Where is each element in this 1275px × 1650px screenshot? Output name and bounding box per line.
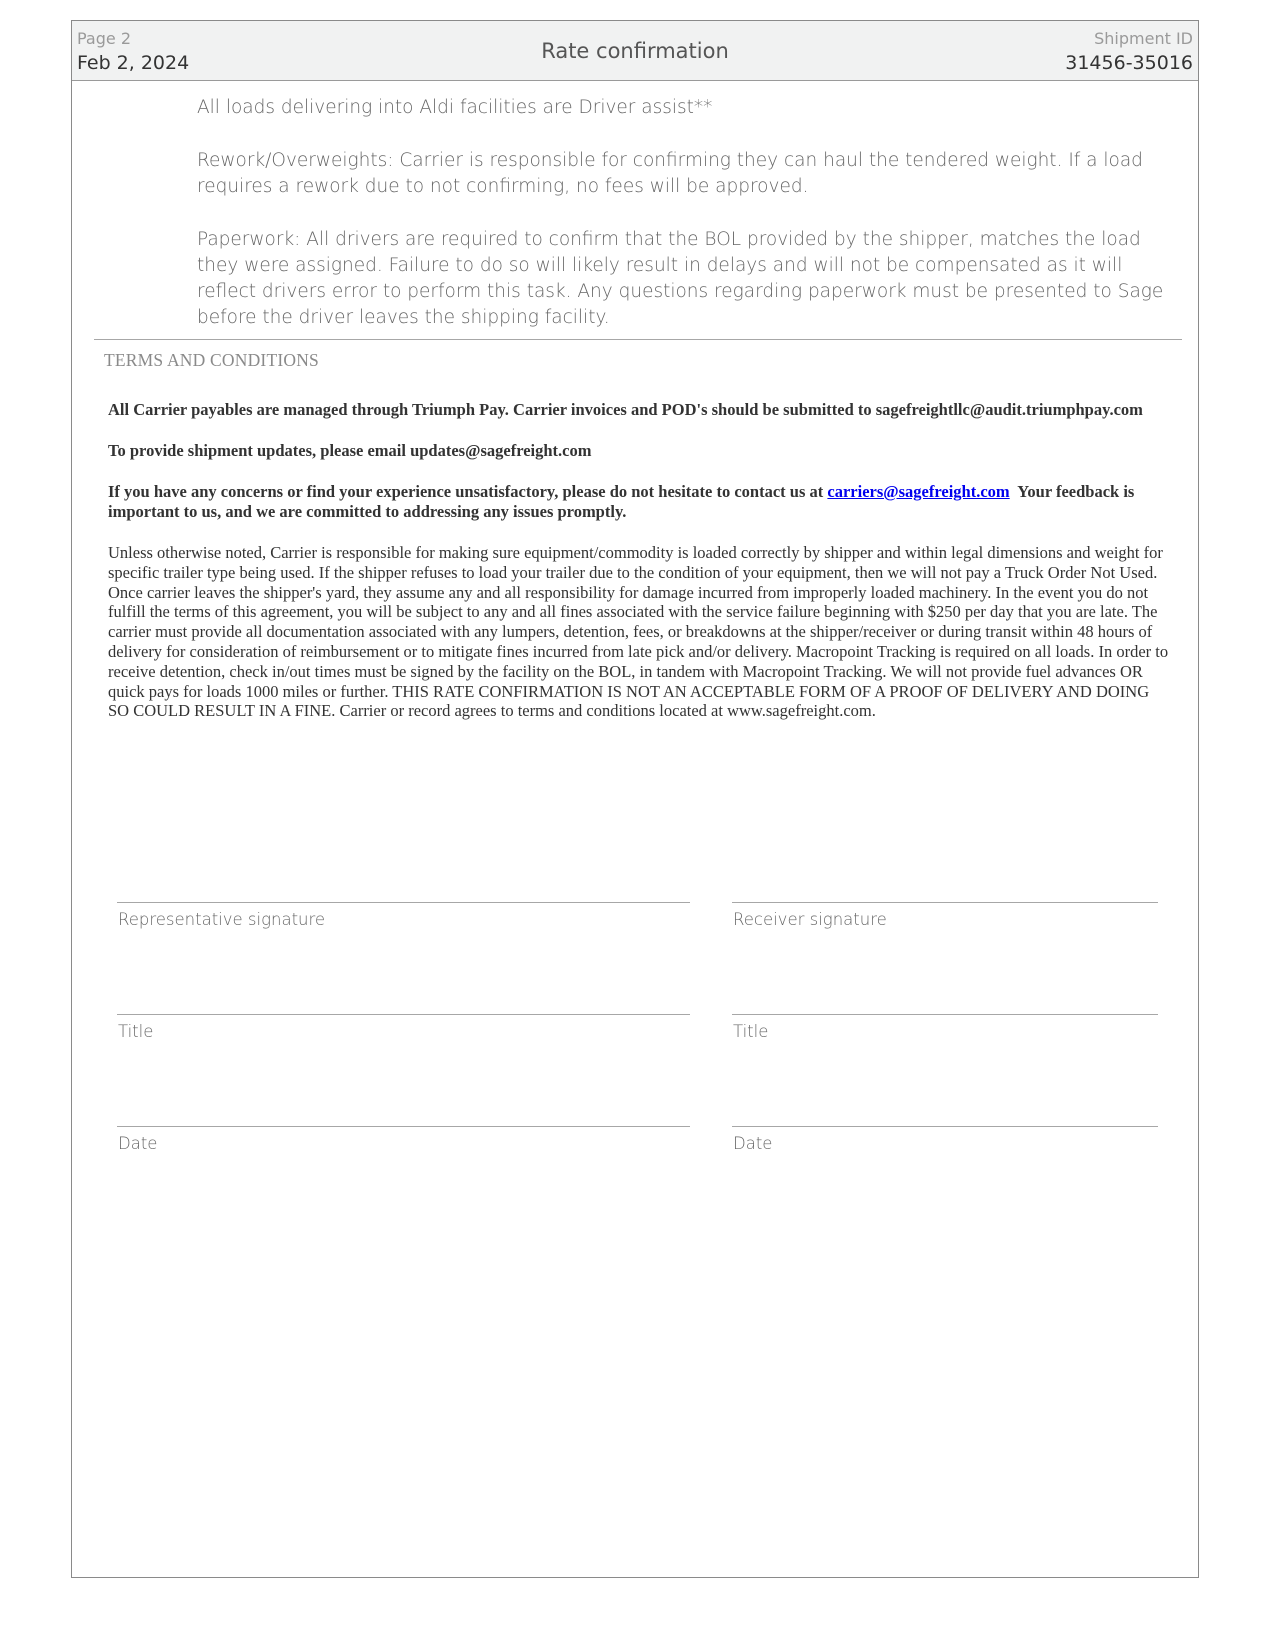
document-title: Rate confirmation xyxy=(541,39,729,63)
representative-date-line[interactable] xyxy=(117,1126,690,1127)
representative-date-label: Date xyxy=(118,1134,158,1153)
payables-paragraph: All Carrier payables are managed through Triumph Pay. Carrier invoices and POD's should be submitted to sagefreightllc@audit.triumphpay.com xyxy=(108,400,1143,419)
concerns-text-after: Your feedback is important to us, and we are committed to addressing any issues promptly. xyxy=(108,482,1139,521)
terms-section xyxy=(108,400,1173,721)
terms-heading: TERMS AND CONDITIONS xyxy=(104,350,319,370)
shipment-id-value: 31456-35016 xyxy=(1065,52,1193,74)
terms-body-paragraph: Unless otherwise noted, Carrier is responsible for making sure equipment/commodity is loaded correctly by shipper and within legal dimensions and weight for specific trailer type being used. If the shipper refuses to load your trailer due to the condition of your equipment, then we will not pay a Truck Order Not Used. Once carrier leaves the shipper's yard, they assume any and all responsibility for damage incurred from improperly loaded machinery. In the event you do not fulfill the terms of this agreement, you will be subject to any and all fines associated with the service failure beginning with $250 per day that you are late. The carrier must provide all documentation associated with any lumpers, detention, fees, or breakdowns at the shipper/receiver or during transit within 48 hours of delivery for consideration of reimbursement or to mitigate fines incurred from late pick and/or delivery. Macropoint Tracking is required on all loads. In order to receive detention, check in/out times must be signed by the facility on the BOL, in tandem with Macropoint Tracking. We will not provide fuel advances OR quick pays for loads 1000 miles or further. THIS RATE CONFIRMATION IS NOT AN ACCEPTABLE FORM OF A PROOF OF DELIVERY AND DOING SO COULD RESULT IN A FINE. Carrier or record agrees to terms and conditions located at www.sagefreight.com. xyxy=(108,543,1169,721)
page-number-label: Page 2 xyxy=(77,29,131,48)
section-divider xyxy=(94,339,1182,340)
carriers-email-link[interactable]: carriers@sagefreight.com xyxy=(827,482,1010,501)
load-notes xyxy=(197,95,1172,331)
representative-title-line[interactable] xyxy=(117,1014,690,1015)
aldi-note: All loads delivering into Aldi facilities are Driver assist** xyxy=(197,97,713,118)
representative-signature-label: Representative signature xyxy=(118,910,326,929)
receiver-title-label: Title xyxy=(733,1022,769,1041)
page-header xyxy=(72,21,1198,81)
receiver-title-line[interactable] xyxy=(732,1014,1158,1015)
representative-signature-line[interactable] xyxy=(117,902,690,903)
rework-note: Rework/Overweights: Carrier is responsible for confirming they can haul the tendered weight. If a load requires a rework due to not confirming, no fees will be approved. xyxy=(197,150,1143,197)
receiver-signature-line[interactable] xyxy=(732,902,1158,903)
shipment-id-label: Shipment ID xyxy=(1094,29,1193,48)
receiver-signature-label: Receiver signature xyxy=(733,910,887,929)
concerns-paragraph xyxy=(108,482,1173,522)
paperwork-note: Paperwork: All drivers are required to confirm that the BOL provided by the shipper, matches the load they were assigned. Failure to do so will likely result in delays and will not be compensated as it will reflect drivers error to perform this task. Any questions regarding paperwork must be presented to Sage before the driver leaves the shipping facility. xyxy=(197,229,1164,328)
representative-title-label: Title xyxy=(118,1022,154,1041)
document-date: Feb 2, 2024 xyxy=(77,52,190,74)
receiver-date-label: Date xyxy=(733,1134,773,1153)
concerns-text-before: If you have any concerns or find your experience unsatisfactory, please do not hesitate to contact us at xyxy=(108,482,828,501)
updates-paragraph: To provide shipment updates, please email updates@sagefreight.com xyxy=(108,441,592,460)
receiver-date-line[interactable] xyxy=(732,1126,1158,1127)
